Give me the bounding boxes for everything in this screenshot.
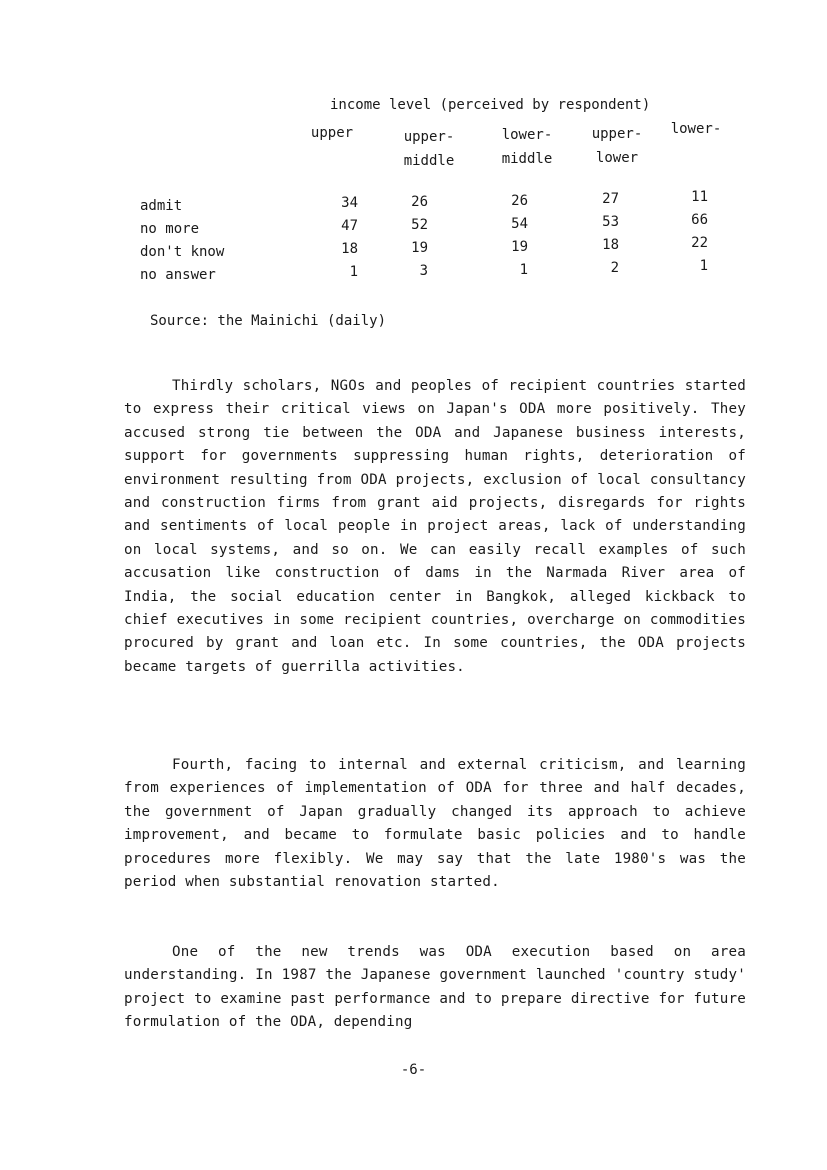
row-label-no-more: no more [140, 221, 200, 237]
row-label-admit: admit [140, 198, 183, 214]
table-cell: 54 [511, 216, 528, 232]
table-cell: 66 [691, 212, 708, 228]
column-label-upper [300, 125, 364, 141]
column-label-upper-lower [584, 122, 650, 170]
paragraph-thirdly: Thirdly scholars, NGOs and peoples of recipient countries started to express their critical views on Japan's ODA more positively. They accused strong tie between the ODA and Japanese business interests, support for governments suppressing human rights, deterioration of environment resulting from ODA projects, exclusion of local consultancy and construction firms from grant aid projects, disregards for rights and sentiments of local people in project areas, lack of understanding on local systems, and so on. We can easily recall examples of such accusation like construction of dams in the Narmada River area of India, the social education center in Bangkok, alleged kickback to chief executives in some recipient countries, overcharge on commodities procured by grant and loan etc. In some countries, the ODA projects became targets of guerrilla activities. [124, 378, 746, 675]
column-label-line: middle [501, 151, 553, 167]
table-cell: 19 [511, 239, 528, 255]
table-cell: 53 [602, 214, 619, 230]
table-cell: 1 [519, 262, 528, 278]
table-source-note: Source: the Mainichi (daily) [150, 313, 387, 329]
table-cell: 19 [411, 240, 428, 256]
page-number: -6- [400, 1062, 427, 1078]
column-label-line: lower- [501, 127, 553, 143]
column-label-line: upper- [591, 126, 643, 142]
table-cell: 1 [349, 264, 358, 280]
table-cell: 27 [602, 191, 619, 207]
row-label-dont-know: don't know [140, 244, 225, 260]
column-label-line: middle [403, 153, 455, 169]
column-label-lower [664, 121, 728, 137]
table-cell: 52 [411, 217, 428, 233]
table-cell: 22 [691, 235, 708, 251]
table-cell: 11 [691, 189, 708, 205]
table-cell: 18 [341, 241, 358, 257]
table-cell: 26 [411, 194, 428, 210]
row-label-no-answer: no answer [140, 267, 216, 283]
table-cell: 3 [419, 263, 428, 279]
table-cell: 47 [341, 218, 358, 234]
table-cell: 18 [602, 237, 619, 253]
column-label-upper-middle [394, 125, 464, 173]
paragraph-new-trends: One of the new trends was ODA execution based on area understanding. In 1987 the Japanese government launched 'country study' project to examine past performance and to prepare directive for future formulation of the ODA, depending [124, 944, 746, 1031]
column-label-lower-middle [494, 123, 560, 171]
table-cell: 2 [610, 260, 619, 276]
column-label-line: lower- [670, 121, 722, 137]
column-label-line: upper- [403, 129, 455, 145]
table-cell: 34 [341, 195, 358, 211]
table-cell: 26 [511, 193, 528, 209]
table-header: income level (perceived by respondent) [330, 97, 651, 113]
column-label-line: upper [310, 125, 354, 141]
column-label-line: lower [595, 150, 639, 166]
table-cell: 1 [699, 258, 708, 274]
paragraph-fourth: Fourth, facing to internal and external criticism, and learning from experiences of implementation of ODA for three and half decades, the government of Japan gradually changed its approach to achieve improvement, and became to formulate basic policies and to handle procedures more flexibly. We may say that the late 1980's was the period when substantial renovation started. [124, 757, 746, 891]
